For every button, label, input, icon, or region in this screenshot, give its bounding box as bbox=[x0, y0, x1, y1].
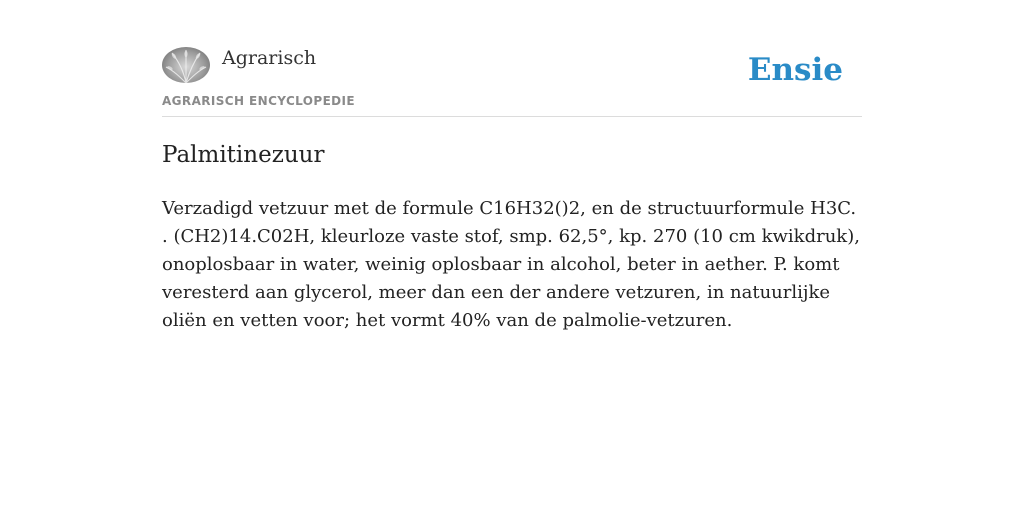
ensie-logo[interactable]: Ensie bbox=[747, 52, 843, 88]
site-header bbox=[162, 44, 862, 117]
brand-title[interactable]: Agrarisch bbox=[222, 47, 317, 69]
article-body: Verzadigd vetzuur met de formule C16H32()2, en de structuurformule H3C. . (CH2)14.C02H, kleurloze vaste stof, smp. 62,5°, kp. 270 (10 cm kwikdruk), onoplosbaar in water, weinig oplosbaar in alcohol, beter in aether. P. komt veresterd aan glycerol, meer dan een der andere vetzuren, in natuurlijke oliën en vetten voor; het vormt 40% van de palmolie-vetzuren. bbox=[162, 198, 860, 331]
wheat-ears-icon[interactable] bbox=[162, 47, 210, 83]
article-title: Palmitinezuur bbox=[162, 142, 325, 168]
article bbox=[162, 140, 862, 335]
brand-subtitle: AGRARISCH ENCYCLOPEDIE bbox=[162, 94, 355, 108]
